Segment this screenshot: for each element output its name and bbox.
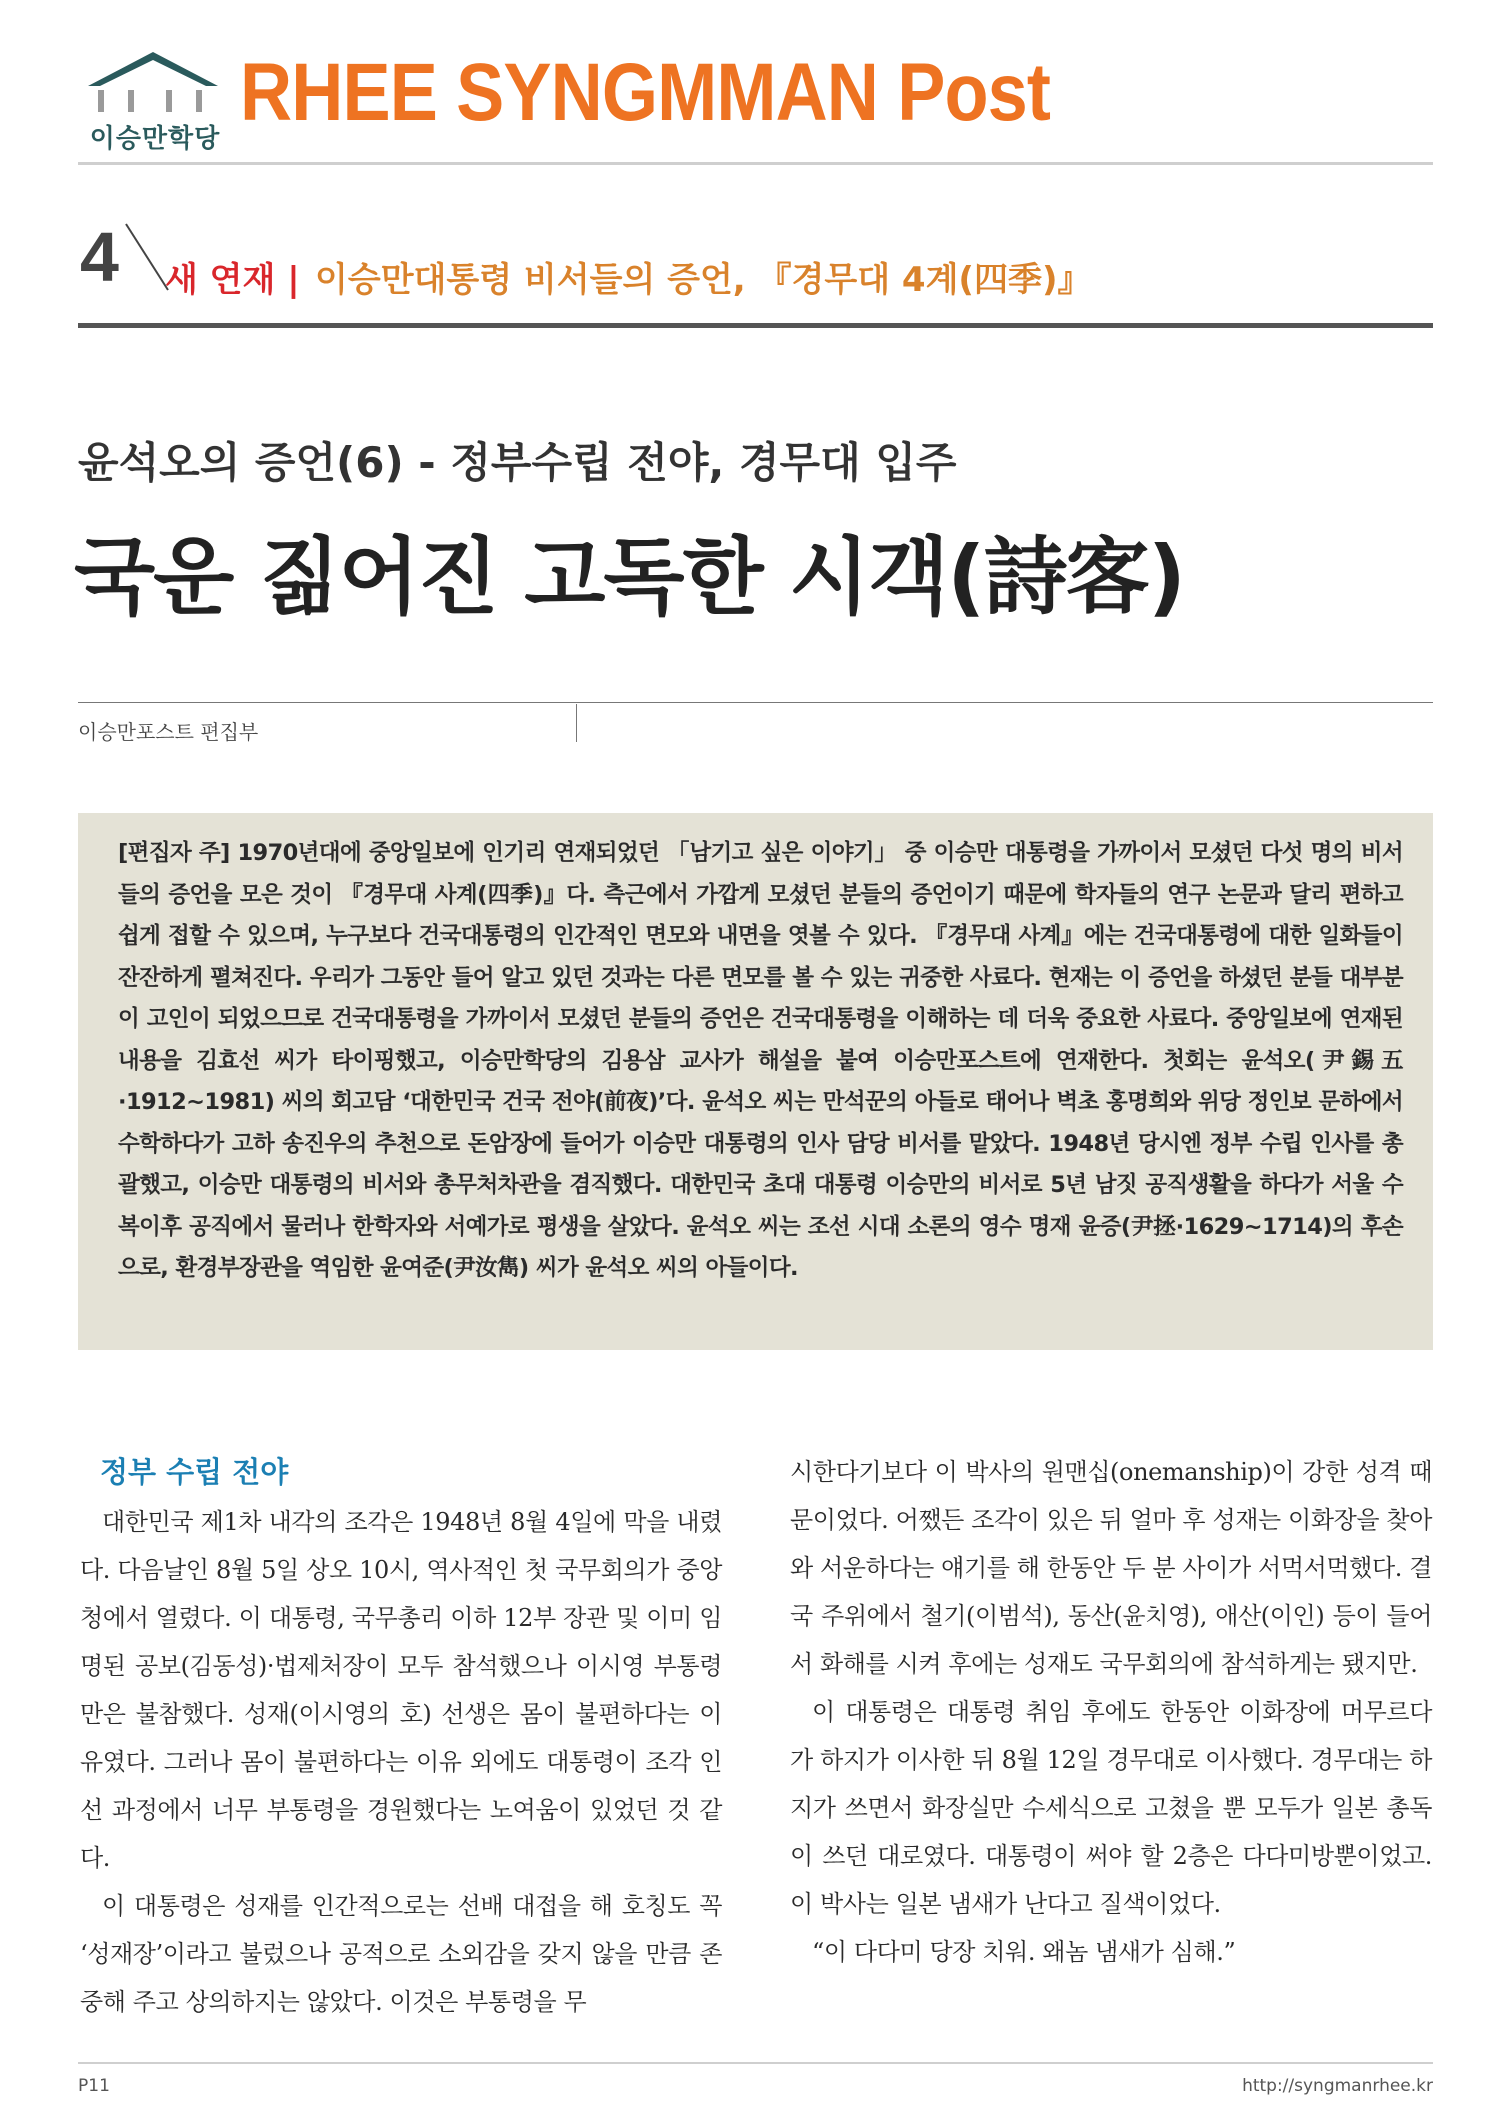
body-paragraph: 대한민국 제1차 내각의 조각은 1948년 8월 4일에 막을 내렸다. 다음날인 8월 5일 상오 10시, 역사적인 첫 국무회의가 중앙청에서 열렸다. 이 대통령, 국무총리 이하 12부 장관 및 이미 임명된 공보(김동성)·법제처장이 모두 참석했으나 이시영 부통령만은 불참했다. 성재(이시영의 호) 선생은 몸이 불편하다는 이유였다. 그러나 몸이 불편하다는 이유 외에도 대통령이 조각 인선 과정에서 너무 부통령을 경원했다는 노여움이 있었던 것 같다. xyxy=(80,1508,722,1872)
editor-note-text: [편집자 주] 1970년대에 중앙일보에 인기리 연재되었던 「남기고 싶은 이야기」 중 이승만 대통령을 가까이서 모셨던 다섯 명의 비서들의 증언을 모은 것이 『경무대 사계(四季)』다. 측근에서 가깝게 모셨던 분들의 증언이기 때문에 학자들의 연구 논문과 달리 편하고 쉽게 접할 수 있으며, 누구보다 건국대통령의 인간적인 면모와 내면을 엿볼 수 있다. 『경무대 사계』에는 건국대통령에 대한 일화들이 잔잔하게 펼쳐진다. 우리가 그동안 들어 알고 있던 것과는 다른 면모를 볼 수 있는 귀중한 사료다. 현재는 이 증언을 하셨던 분들 대부분이 고인이 되었으므로 건국대통령을 가까이서 모셨던 분들의 증언은 건국대통령을 이해하는 데 더욱 중요한 사료다. 중앙일보에 연재된 내용을 김효선 씨가 타이핑했고, 이승만학당의 김용삼 교사가 해설을 붙여 이승만포스트에 연재한다. 첫회는 윤석오(尹錫五·1912~1981) 씨의 회고담 ‘대한민국 건국 전야(前夜)’다. 윤석오 씨는 만석꾼의 아들로 태어나 벽초 홍명희와 위당 정인보 문하에서 수학하다가 고하 송진우의 추천으로 돈암장에 들어가 이승만 대통령의 인사 담당 비서를 맡았다. 1948년 당시엔 정부 수립 인사를 총괄했고, 이승만 대통령의 비서와 총무처차관을 겸직했다. 대한민국 초대 대통령 이승만의 비서로 5년 남짓 공직생활을 하다가 서울 수복이후 공직에서 물러나 한학자와 서예가로 평생을 살았다. 윤석오 씨는 조선 시대 소론의 영수 명재 윤증(尹拯·1629~1714)의 후손으로, 환경부장관을 역임한 윤여준(尹汝雋) 씨가 윤석오 씨의 아들이다. xyxy=(118,840,1403,1281)
body-column-right xyxy=(790,1448,1432,1976)
section-heading: 정부 수립 전야 xyxy=(100,1455,289,1489)
body-paragraph: 이 대통령은 대통령 취임 후에도 한동안 이화장에 머무르다가 하지가 이사한 뒤 8월 12일 경무대로 이사했다. 경무대는 하지가 쓰면서 화장실만 수세식으로 고쳤을 뿐 모두가 일본 총독이 쓰던 대로였다. 대통령이 써야 할 2층은 다다미방뿐이었고. 이 박사는 일본 냄새가 난다고 질색이었다. xyxy=(790,1698,1432,1918)
publication-title: RHEE SYNGMMAN Post xyxy=(240,47,1051,138)
masthead-divider xyxy=(78,162,1433,165)
byline-divider xyxy=(78,702,1433,703)
editor-note-box xyxy=(78,813,1433,1350)
body-paragraph: 이 대통령은 성재를 인간적으로는 선배 대접을 해 호칭도 꼭 ‘성재장’이라고 불렀으나 공적으로 소외감을 갖지 않을 만큼 존중해 주고 상의하지는 않았다. 이것은 부통령을 무 xyxy=(80,1892,722,2016)
byline: 이승만포스트 편집부 xyxy=(78,720,259,744)
article-headline: 국운 짊어진 고독한 시객(詩客) xyxy=(74,528,1184,626)
series-divider xyxy=(78,323,1433,328)
body-quote: “이 다다미 당장 치워. 왜놈 냄새가 심해.” xyxy=(812,1938,1236,1966)
logo-wordmark: 이승만학당 xyxy=(89,124,221,154)
series-label: 새 연재 | xyxy=(165,260,300,300)
series-title: 이승만대통령 비서들의 증언, 『경무대 4계(四季)』 xyxy=(315,260,1092,300)
footer-divider xyxy=(78,2062,1433,2064)
website-link[interactable]: http://syngmanrhee.kr xyxy=(1242,2076,1433,2096)
page-number: P11 xyxy=(78,2076,110,2096)
body-column-left xyxy=(80,1448,722,2026)
series-number: 4 xyxy=(80,218,119,296)
body-paragraph: 시한다기보다 이 박사의 원맨십(onemanship)이 강한 성격 때문이었다. 어쨌든 조각이 있은 뒤 얼마 후 성재는 이화장을 찾아와 서운하다는 얘기를 해 한동안 두 분 사이가 서먹서먹했다. 결국 주위에서 철기(이범석), 동산(윤치영), 애산(이인) 등이 들어서 화해를 시켜 후에는 성재도 국무회의에 참석하게는 됐지만. xyxy=(790,1458,1432,1678)
article-subheadline: 윤석오의 증언(6) - 정부수립 전야, 경무대 입주 xyxy=(78,438,957,487)
byline-separator xyxy=(576,704,577,742)
